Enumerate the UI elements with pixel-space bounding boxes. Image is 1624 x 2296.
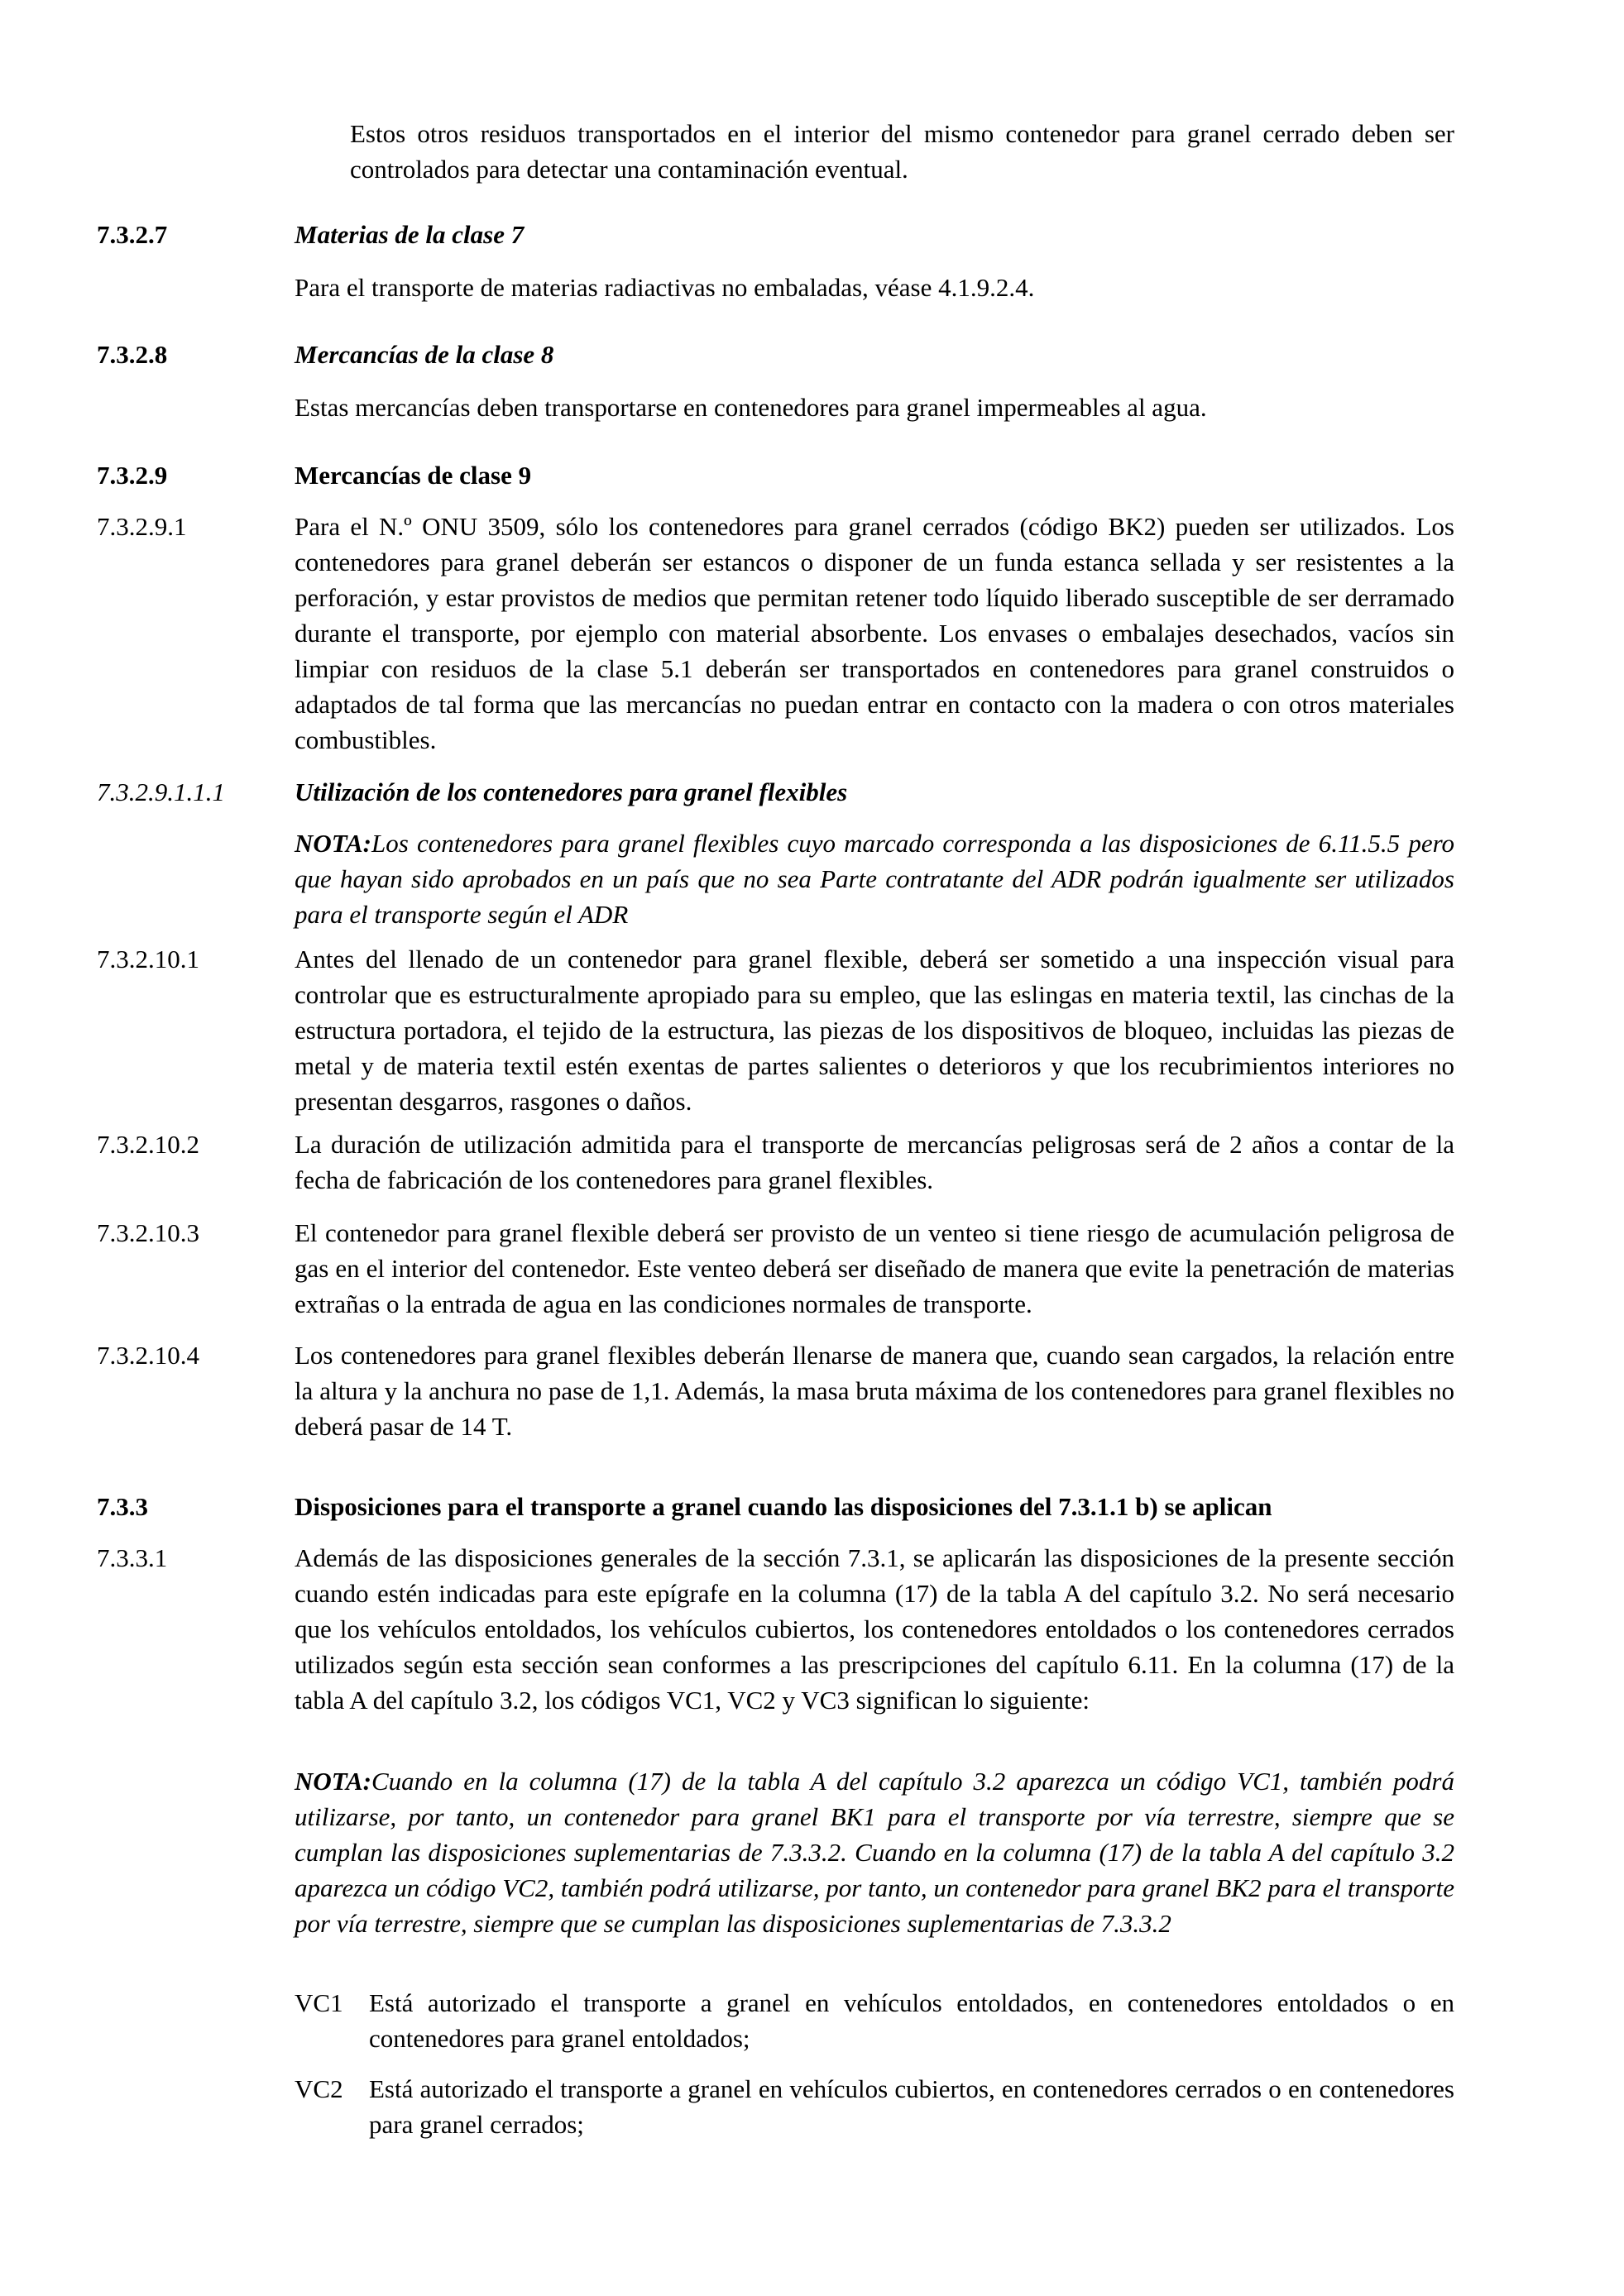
nota-1-text: Los contenedores para granel flexibles cuyo marcado corresponda a las disposiciones de 6.11.5.5 pero que hayan sido aprobados en un país que no sea Parte contratante del ADR podrán igualmente ser utilizados para el transporte según el ADR xyxy=(295,829,1454,929)
section-text-7-3-3-1: Además de las disposiciones generales de la sección 7.3.1, se aplicarán las disposiciones de la presente sección cuando estén indicadas para este epígrafe en la columna (17) de la tabla A del capítulo 3.2. No será necesario que los vehículos entoldados, los vehículos cubiertos, los contenedores entoldados o los contenedores cerrados utilizados según esta sección sean conformes a las prescripciones del capítulo 6.11. En la columna (17) de la tabla A del capítulo 3.2, los códigos VC1, VC2 y VC3 significan lo siguiente: xyxy=(295,1543,1454,1715)
nota-2-text: Cuando en la columna (17) de la tabla A del capítulo 3.2 aparezca un código VC1, también podrá utilizarse, por tanto, un contenedor para granel BK1 para el transporte por vía terrestre, siempre que se cumplan las disposiciones suplementarias de 7.3.3.2. Cuando en la columna (17) de la tabla A del capítulo 3.2 aparezca un código VC2, también podrá utilizarse, por tanto, un contenedor para granel BK2 para el transporte por vía terrestre, siempre que se cumplan las disposiciones suplementarias de 7.3.3.2 xyxy=(295,1767,1454,1938)
section-number-7-3-2-10-3: 7.3.2.10.3 xyxy=(97,1218,199,1247)
nota-1 xyxy=(295,825,1454,932)
vc2-code: VC2 xyxy=(295,2074,343,2103)
section-title-7-3-2-9: Mercancías de clase 9 xyxy=(295,461,532,490)
section-number-7-3-2-8: 7.3.2.8 xyxy=(97,340,168,369)
nota-1-label: NOTA: xyxy=(295,829,371,858)
intro-paragraph: Estos otros residuos transportados en el interior del mismo contenedor para granel cerrado deben ser controlados para detectar una contaminación eventual. xyxy=(350,119,1454,184)
section-text-7-3-2-10-1: Antes del llenado de un contenedor para granel flexible, deberá ser sometido a una inspección visual para controlar que es estructuralmente apropiado para su empleo, que las eslingas en materia textil, las cinchas de la estructura portadora, el tejido de la estructura, las piezas de los dispositivos de bloqueo, incluidas las piezas de metal y de materia textil estén exentas de partes salientes o deterioros y que los recubrimientos interiores no presentan desgarros, rasgones o daños. xyxy=(295,945,1454,1116)
section-title-7-3-2-9-1-1-1: Utilización de los contenedores para granel flexibles xyxy=(295,777,848,806)
section-title-7-3-3: Disposiciones para el transporte a granel cuando las disposiciones del 7.3.1.1 b) se aplican xyxy=(295,1492,1272,1521)
section-text-7-3-2-8: Estas mercancías deben transportarse en contenedores para granel impermeables al agua. xyxy=(295,393,1207,422)
section-number-7-3-3-1: 7.3.3.1 xyxy=(97,1543,168,1572)
vc2-text: Está autorizado el transporte a granel en vehículos cubiertos, en contenedores cerrados o en contenedores para granel cerrados; xyxy=(369,2074,1454,2139)
vc1-code: VC1 xyxy=(295,1988,343,2017)
vc1-text: Está autorizado el transporte a granel en vehículos entoldados, en contenedores entoldados o en contenedores para granel entoldados; xyxy=(369,1988,1454,2053)
section-title-7-3-2-7: Materias de la clase 7 xyxy=(295,220,525,249)
section-number-7-3-2-9-1-1-1: 7.3.2.9.1.1.1 xyxy=(97,777,225,806)
section-text-7-3-2-10-4: Los contenedores para granel flexibles deberán llenarse de manera que, cuando sean cargados, la relación entre la altura y la anchura no pase de 1,1. Además, la masa bruta máxima de los contenedores para granel flexibles no deberá pasar de 14 T. xyxy=(295,1341,1454,1441)
section-title-7-3-2-8: Mercancías de la clase 8 xyxy=(295,340,554,369)
section-text-7-3-2-10-2: La duración de utilización admitida para el transporte de mercancías peligrosas será de 2 años a contar de la fecha de fabricación de los contenedores para granel flexibles. xyxy=(295,1130,1454,1194)
nota-2 xyxy=(295,1763,1454,1941)
section-number-7-3-3: 7.3.3 xyxy=(97,1492,148,1521)
section-text-7-3-2-9-1: Para el N.º ONU 3509, sólo los contenedores para granel cerrados (código BK2) pueden ser utilizados. Los contenedores para granel deberán ser estancos o disponer de un funda estanca sellada y ser resistentes a la perforación, y estar provistos de medios que permitan retener todo líquido liberado susceptible de ser derramado durante el transporte, por ejemplo con material absorbente. Los envases o embalajes desechados, vacíos sin limpiar con residuos de la clase 5.1 deberán ser transportados en contenedores para granel construidos o adaptados de tal forma que las mercancías no puedan entrar en contacto con la madera o con otros materiales combustibles. xyxy=(295,512,1454,754)
section-text-7-3-2-7: Para el transporte de materias radiactivas no embaladas, véase 4.1.9.2.4. xyxy=(295,273,1035,302)
section-number-7-3-2-10-2: 7.3.2.10.2 xyxy=(97,1130,199,1159)
nota-2-label: NOTA: xyxy=(295,1767,371,1796)
section-number-7-3-2-7: 7.3.2.7 xyxy=(97,220,168,249)
section-number-7-3-2-10-1: 7.3.2.10.1 xyxy=(97,945,199,973)
section-number-7-3-2-10-4: 7.3.2.10.4 xyxy=(97,1341,199,1370)
section-number-7-3-2-9: 7.3.2.9 xyxy=(97,461,168,490)
section-number-7-3-2-9-1: 7.3.2.9.1 xyxy=(97,512,187,541)
section-text-7-3-2-10-3: El contenedor para granel flexible deberá ser provisto de un venteo si tiene riesgo de acumulación peligrosa de gas en el interior del contenedor. Este venteo deberá ser diseñado de manera que evite la penetración de materias extrañas o la entrada de agua en las condiciones normales de transporte. xyxy=(295,1218,1454,1318)
